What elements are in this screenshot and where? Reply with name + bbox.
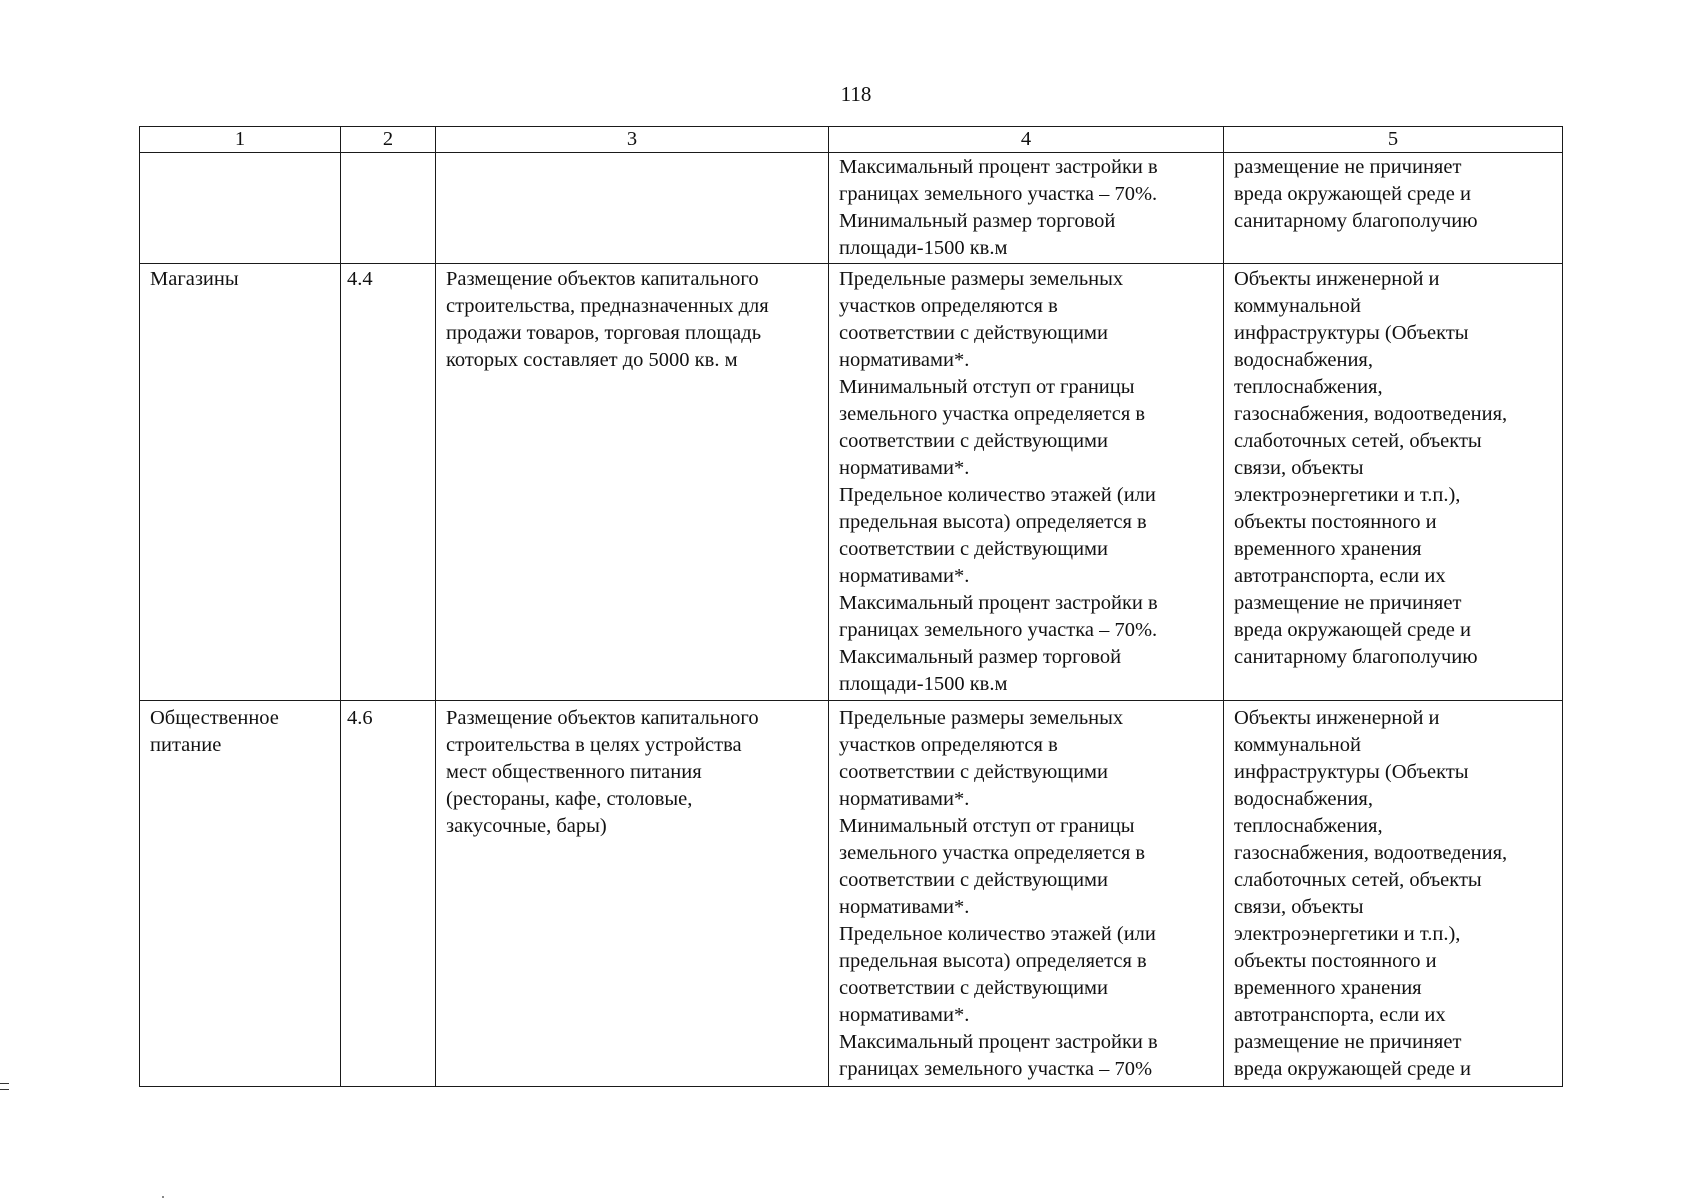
text-line: соответствии с действующими [839,761,1108,783]
text-line: Объекты инженерной и [1234,268,1440,290]
use-name-cell [140,264,341,701]
text-line: Размещение объектов капитального [446,268,759,290]
text-line: электроэнергетики и т.п.), [1234,923,1461,945]
text-line: электроэнергетики и т.п.), [1234,484,1461,506]
text-line: нормативами*. [839,1004,970,1026]
text-line: питание [150,734,222,756]
text-line: вреда окружающей среде и [1234,183,1471,205]
text-line: которых составляет до 5000 кв. м [446,349,738,371]
text-line: Максимальный размер торговой [839,646,1122,668]
text-line: Максимальный процент застройки в [839,592,1158,614]
text-line: вреда окружающей среде и [1234,619,1471,641]
text-line: Предельное количество этажей (или [839,484,1156,506]
text-line: Предельное количество этажей (или [839,923,1156,945]
text-line: Размещение объектов капитального [446,707,759,729]
table-row-catering [140,701,1563,1087]
text-line: связи, объекты [1234,896,1364,918]
text-line: санитарному благополучию [1234,646,1478,668]
page-number: 118 [840,82,872,106]
column-number-3: 3 [436,127,829,153]
column-number-4: 4 [829,127,1224,153]
use-code-cell: 4.6 [341,701,436,1087]
text-line: земельного участка определяется в [839,403,1146,425]
text-line: Предельные размеры земельных [839,268,1124,290]
text-line: Минимальный отступ от границы [839,815,1135,837]
text-line: объекты постоянного и [1234,950,1437,972]
text-line: Предельные размеры земельных [839,707,1124,729]
text-line: коммунальной [1234,295,1361,317]
scan-speck [162,1196,164,1198]
text-line: инфраструктуры (Объекты [1234,322,1469,344]
margin-scan-mark [0,1083,9,1090]
text-line: предельная высота) определяется в [839,950,1147,972]
text-line: строительства в целях устройства [446,734,742,756]
text-line: нормативами*. [839,457,970,479]
text-line: слаботочных сетей, объекты [1234,869,1482,891]
text-line: закусочные, бары) [446,815,607,837]
text-line: газоснабжения, водоотведения, [1234,403,1508,425]
text-line: площади-1500 кв.м [839,673,1008,695]
text-line: земельного участка определяется в [839,842,1146,864]
text-line: коммунальной [1234,734,1361,756]
text-line: нормативами*. [839,565,970,587]
auxiliary-uses-cell [1224,701,1563,1087]
text-line: соответствии с действующими [839,977,1108,999]
text-line: границах земельного участка – 70%. [839,183,1158,205]
text-line: Объекты инженерной и [1234,707,1440,729]
parameters-cell [829,701,1224,1087]
use-code-cell [341,153,436,264]
text-line: участков определяются в [839,734,1058,756]
table-row-shops [140,264,1563,701]
text-line: связи, объекты [1234,457,1364,479]
use-name-cell [140,701,341,1087]
text-line: временного хранения [1234,538,1422,560]
text-line: соответствии с действующими [839,869,1108,891]
text-line: Общественное [150,707,279,729]
auxiliary-uses-cell [1224,264,1563,701]
text-line: соответствии с действующими [839,322,1108,344]
text-line: соответствии с действующими [839,430,1108,452]
column-number-1: 1 [140,127,341,153]
description-cell [436,264,829,701]
text-line: Магазины [150,268,239,290]
column-number-2: 2 [341,127,436,153]
text-line: автотранспорта, если их [1234,565,1446,587]
text-line: водоснабжения, [1234,788,1373,810]
text-line: участков определяются в [839,295,1058,317]
text-line: Максимальный процент застройки в [839,156,1158,178]
text-line: строительства, предназначенных для [446,295,769,317]
parameters-cell [829,153,1224,264]
text-line: водоснабжения, [1234,349,1373,371]
text-line: нормативами*. [839,349,970,371]
text-line: размещение не причиняет [1234,592,1462,614]
text-line: газоснабжения, водоотведения, [1234,842,1508,864]
auxiliary-uses-cell [1224,153,1563,264]
text-line: соответствии с действующими [839,538,1108,560]
text-line: автотранспорта, если их [1234,1004,1446,1026]
description-cell [436,701,829,1087]
use-name-cell [140,153,341,264]
text-line: Максимальный процент застройки в [839,1031,1158,1053]
text-line: Минимальный размер торговой [839,210,1116,232]
text-line: нормативами*. [839,896,970,918]
text-line: размещение не причиняет [1234,1031,1462,1053]
land-use-table [139,126,1563,1087]
column-number-5: 5 [1224,127,1563,153]
text-line: границах земельного участка – 70% [839,1058,1153,1080]
text-line: временного хранения [1234,977,1422,999]
text-line: размещение не причиняет [1234,156,1462,178]
text-line: нормативами*. [839,788,970,810]
table-header-row [140,127,1563,153]
text-line: предельная высота) определяется в [839,511,1147,533]
text-line: границах земельного участка – 70%. [839,619,1158,641]
description-cell [436,153,829,264]
text-line: площади-1500 кв.м [839,237,1008,259]
use-code-cell: 4.4 [341,264,436,701]
text-line: продажи товаров, торговая площадь [446,322,762,344]
text-line: Минимальный отступ от границы [839,376,1135,398]
text-line: теплоснабжения, [1234,376,1383,398]
text-line: инфраструктуры (Объекты [1234,761,1469,783]
text-line: санитарному благополучию [1234,210,1478,232]
text-line: (рестораны, кафе, столовые, [446,788,693,810]
text-line: объекты постоянного и [1234,511,1437,533]
text-line: мест общественного питания [446,761,702,783]
text-line: вреда окружающей среде и [1234,1058,1471,1080]
text-line: слаботочных сетей, объекты [1234,430,1482,452]
table-row-continuation [140,153,1563,264]
text-line: теплоснабжения, [1234,815,1383,837]
parameters-cell [829,264,1224,701]
